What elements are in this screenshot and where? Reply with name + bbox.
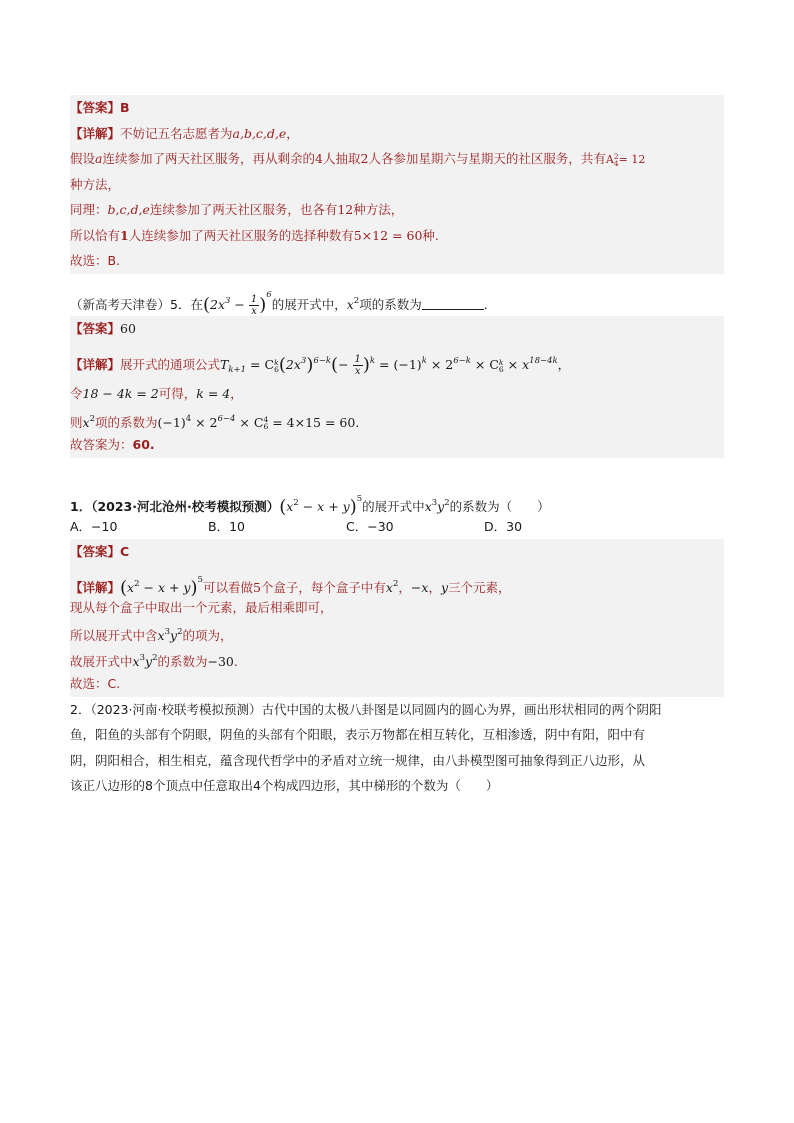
solution-block-3 [70,539,724,697]
detail-line-5: 所以恰有1人连续参加了两天社区服务的选择种数有5×12 = 60种. [70,227,439,243]
question-2 [70,697,724,799]
detail-line-4: 故展开式中$x^3y^2$的系数为−30. [70,652,238,669]
answer-line: 【答案】60 [70,320,136,336]
detail-line-5: 故选：C. [70,676,121,691]
answer-line: 【答案】B [70,100,130,115]
detail-line-1: 【详解】展开式的通项公式$T_{k+1} = C$ k 6 $(2x^3)^{6-k}(-$ $\frac{1}{x}$ )$^k = (-1)^k \times 2^{6-k} \times C$ k 6 × $x^{18-4k}$， [70,354,571,377]
question-2-line-3: 阴，阴阳相合，相生相克，蕴含现代哲学中的矛盾对立统一规律，由八卦模型图可抽象得到正八边形，从 [70,752,646,768]
arrangement-formula: A 2 4 = 12 [605,152,646,168]
detail-line-2: 假设a连续参加了两天社区服务，再从剩余的4人抽取2人各参加星期六与星期天的社区服务，共有A 2 4 = 12 [70,151,646,168]
detail-line-1: 【详解】$(x^2 - x + y)^5$可以看做5个盒子，每个盒子中有$x^2$，−x，y三个元素， [70,574,511,598]
detail-line-4: 同理：b,c,d,e连续参加了两天社区服务，也各有12种方法， [70,202,404,217]
answer-blank[interactable] [422,297,484,310]
answer-line: 【答案】C [70,544,130,559]
detail-line-6: 故选：B. [70,253,121,268]
detail-line-3: 所以展开式中含$x^3y^2$的项为， [70,627,233,643]
detail-line-2: 现从每个盒子中取出一个元素，最后相乘即可， [70,599,333,615]
question-5: （新高考天津卷）5．在($2x^3$ − $\frac{1}{x}$ )$^6$的展开式中，$x^2$项的系数为 ． [70,289,497,317]
question-2-line-1: 2．（2023·河南·校联考模拟预测）古代中国的太极八卦图是以同圆内的圆心为界，画出形状相同的两个阴阳 [70,701,662,717]
detail-line-2: 令18 − 4k = 2可得，k = 4， [70,386,243,401]
solution-block-2 [70,316,724,458]
option-b[interactable]: B．10 [208,518,245,534]
detail-line-4: 故答案为：60. [70,437,155,452]
option-c[interactable]: C．−30 [346,518,394,534]
detail-line-1: 【详解】不妨记五名志愿者为a,b,c,d,e， [70,125,299,141]
option-d[interactable]: D．30 [484,518,523,534]
solution-block-1 [70,95,724,274]
question-1-options [70,514,724,540]
trinomial-expression: $(x^2 - x + y)^5$ [279,493,363,517]
question-1: 1．（2023·河北沧州·校考模拟预测）$(x^2 - x + y)^5$的展开式中$x^3y^2$的系数为（ ） [70,493,550,517]
question-2-line-4: 该正八边形的8个顶点中任意取出4个构成四边形，其中梯形的个数为（ ） [70,778,499,793]
general-term-formula: $T_{k+1} = C$ k 6 $(2x^3)^{6-k}(-$ $\frac{1}{x}$ )$^k = (-1)^k \times 2^{6-k} \times C$ k 6 × $x^{18-4k}$ [220,354,558,377]
question-2-line-2: 鱼，阳鱼的头部有个阴眼，阴鱼的头部有个阳眼，表示万物都在相互转化，互相渗透，阴中有阳，阳中有 [70,727,646,742]
detail-line-3: 种方法， [70,176,121,192]
detail-line-3: 则$x^2$项的系数为$(-1)^4 \times 2^{6-4} \times C$ 4 6 = 4×15 = 60. [70,413,360,431]
option-a[interactable]: A．−10 [70,518,118,534]
document-page [70,95,724,799]
binomial-expression: ($2x^3$ − $\frac{1}{x}$ )$^6$ [202,289,272,317]
